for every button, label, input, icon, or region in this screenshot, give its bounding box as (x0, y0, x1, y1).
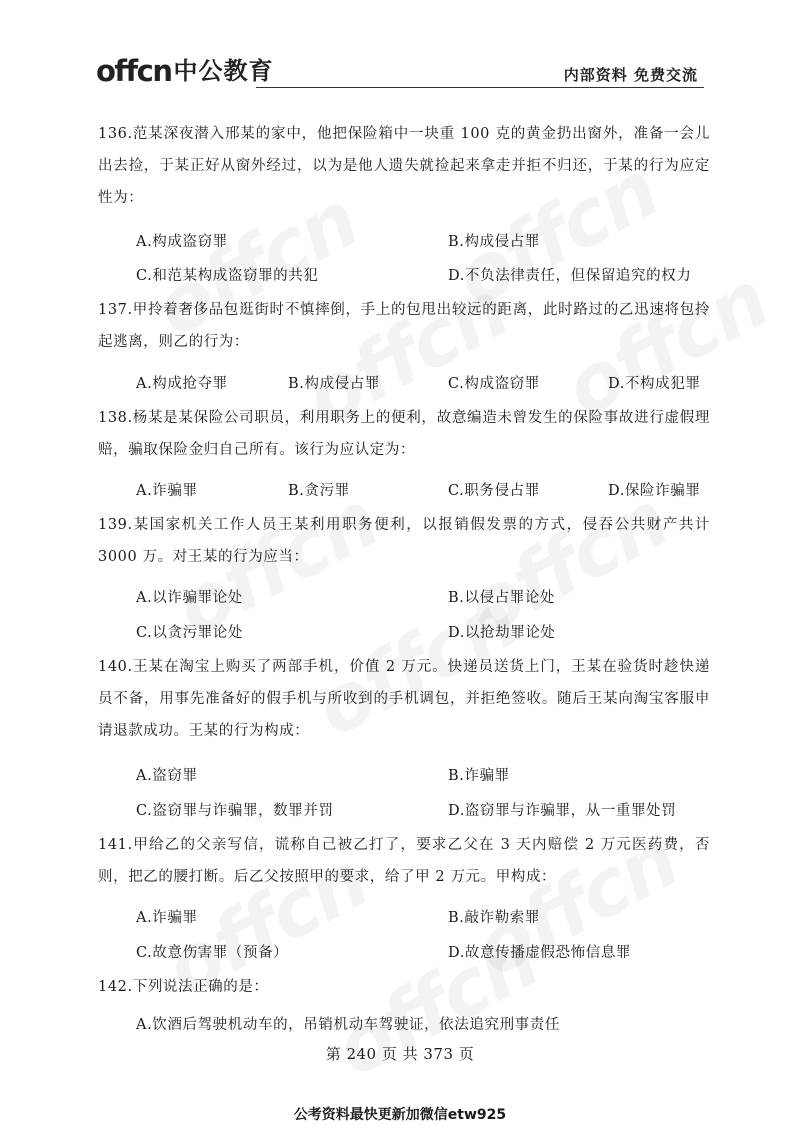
question-text: 杨某是某保险公司职员，利用职务上的便利，故意编造未曾发生的保险事故进行虚假理赔，骗取保险金归自己所有。该行为应认定为： (98, 410, 710, 458)
header-tag: 内部资料 免费交流 (563, 66, 698, 84)
offcn-logo (96, 56, 274, 86)
question-text: 王某在淘宝上购买了两部手机，价值 2 万元。快递员送货上门，王某在验货时趁快递员不备，用事先准备好的假手机与所收到的手机调包，并拒绝签收。随后王某向淘宝客服申请退款成功。王某的行为构成： (98, 659, 710, 739)
question-number: 142. (98, 979, 133, 995)
question-137 (98, 294, 710, 358)
option-b: B.贪污罪 (288, 483, 350, 499)
question-138 (98, 402, 710, 466)
option-a: A.饮酒后驾驶机动车的，吊销机动车驾驶证，依法追究刑事责任 (136, 1017, 560, 1033)
option-a: A.盗窃罪 (136, 768, 198, 784)
option-a: A.以诈骗罪论处 (136, 590, 243, 606)
logo-chinese-text: 中公教育 (173, 57, 274, 85)
option-c: C.故意伤害罪（预备） (136, 945, 289, 961)
option-d: D.故意传播虚假恐怖信息罪 (448, 945, 632, 961)
option-c: C.职务侵占罪 (448, 483, 540, 499)
question-142 (98, 971, 710, 1003)
question-number: 137. (98, 302, 133, 318)
option-d: D.以抢劫罪论处 (448, 625, 556, 641)
question-text: 甲给乙的父亲写信，谎称自己被乙打了，要求乙父在 3 天内赔偿 2 万元医药费，否则，把乙的腰打断。后乙父按照甲的要求，给了甲 2 万元。甲构成： (98, 837, 710, 885)
option-b: B.构成侵占罪 (448, 234, 540, 250)
question-number: 139. (98, 517, 133, 533)
question-number: 138. (98, 410, 133, 426)
logo-latin-text: offcn (96, 54, 172, 88)
header-divider (256, 87, 704, 88)
option-c: C.和范某构成盗窃罪的共犯 (136, 268, 319, 284)
option-c: C.构成盗窃罪 (448, 376, 540, 392)
option-d: D.保险诈骗罪 (608, 483, 701, 499)
option-d: D.不构成犯罪 (608, 376, 701, 392)
option-c: C.以贪污罪论处 (136, 625, 243, 641)
question-number: 136. (98, 126, 133, 142)
question-text: 甲拎着奢侈品包逛街时不慎摔倒，手上的包甩出较远的距离，此时路过的乙迅速将包拎起逃离，则乙的行为： (98, 302, 710, 350)
option-a: A.构成抢夺罪 (136, 376, 228, 392)
option-b: B.诈骗罪 (448, 768, 510, 784)
question-140 (98, 651, 710, 747)
question-number: 141. (98, 837, 133, 853)
question-number: 140. (98, 659, 133, 675)
question-text: 范某深夜潜入邢某的家中，他把保险箱中一块重 100 克的黄金扔出窗外，准备一会儿出去捡，于某正好从窗外经过，以为是他人遗失就捡起来拿走并拒不归还，于某的行为应定性为： (98, 126, 710, 206)
question-136 (98, 118, 710, 214)
option-a: A.诈骗罪 (136, 483, 198, 499)
page-indicator: 第 240 页 共 373 页 (325, 1045, 475, 1063)
question-text: 某国家机关工作人员王某利用职务便利，以报销假发票的方式，侵吞公共财产共计 3000 万。对王某的行为应当： (98, 517, 710, 565)
option-a: A.构成盗窃罪 (136, 234, 228, 250)
footer-promo: 公考资料最快更新加微信etw925 (293, 1107, 507, 1123)
option-b: B.构成侵占罪 (288, 376, 380, 392)
option-c: C.盗窃罪与诈骗罪，数罪并罚 (136, 803, 334, 819)
option-d: D.盗窃罪与诈骗罪，从一重罪处罚 (448, 803, 677, 819)
option-a: A.诈骗罪 (136, 910, 198, 926)
option-d: D.不负法律责任，但保留追究的权力 (448, 268, 692, 284)
option-b: B.以侵占罪论处 (448, 590, 556, 606)
question-141 (98, 829, 710, 893)
question-139 (98, 509, 710, 573)
page-header (96, 56, 704, 90)
option-b: B.敲诈勒索罪 (448, 910, 540, 926)
question-text: 下列说法正确的是： (132, 979, 269, 995)
